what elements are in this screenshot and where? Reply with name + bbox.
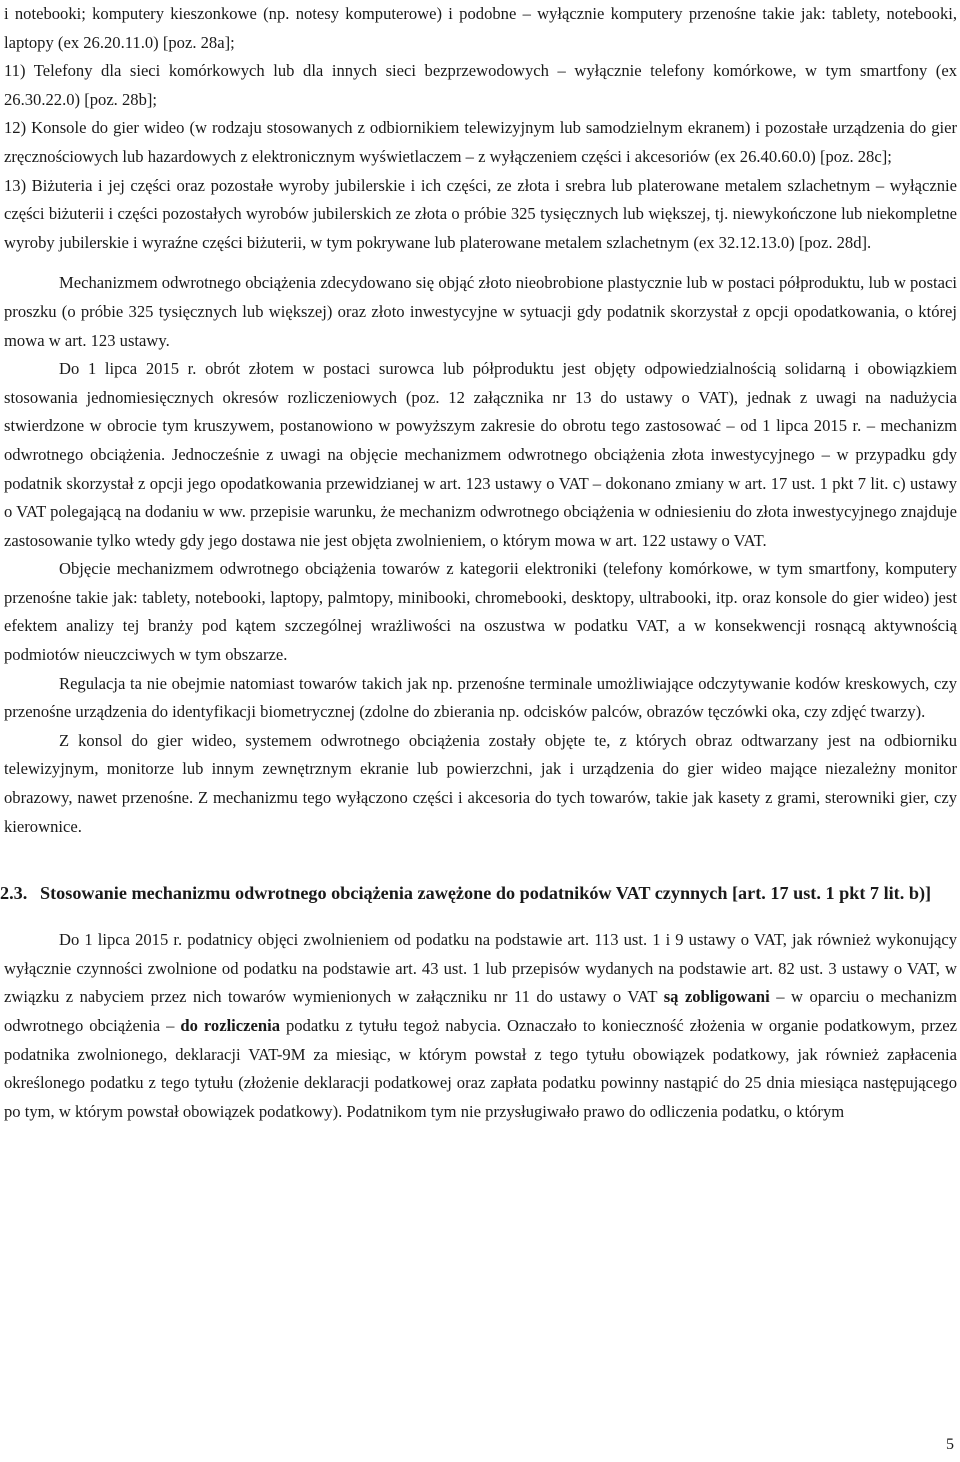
list-item: i notebooki; komputery kieszonkowe (np. notesy komputerowe) i podobne – wyłącznie komputery przenośne takie jak: tablety, notebooki, laptopy (ex 26.20.11.0) [poz. 28a];: [4, 4, 957, 52]
section-number: 2.3.: [0, 883, 28, 904]
paragraph: Mechanizmem odwrotnego obciążenia zdecydowano się objąć złoto nieobrobione plastycznie lub w postaci półproduktu, lub w postaci proszku (o próbie 325 tysięcznych lub większej) oraz złoto inwestycyjne w sytuacji gdy podatnik skorzystał z opcji opodatkowania, o której mowa w art. 123 ustawy.: [4, 273, 957, 350]
page-number: 5: [946, 1436, 954, 1453]
list-item: 13) Biżuteria i jej części oraz pozostałe wyroby jubilerskie i ich części, ze złota i srebra lub platerowane metalem szlachetnym – wyłącznie części biżuterii i części pozostałych wyrobów jubilerskich ze złota o próbie 325 tysięcznych lub większej, tj. niewykończone lub niekompletne wyroby jubilerskie i wyraźne części biżuterii, w tym pokrywane lub platerowane metalem szlachetnym (ex 32.12.13.0) [poz. 28d].: [4, 175, 957, 252]
paragraph: Objęcie mechanizmem odwrotnego obciążenia towarów z kategorii elektroniki (telefony komórkowe, w tym smartfony, komputery przenośne takie jak: tablety, notebooki, laptopy, palmtopy, minibooki, chromebooki, desktopy, ultrabooki, itp. oraz konsole do gier wideo) jest efektem analizy tej branży pod kątem szczególnej wrażliwości na oszustwa w podatku VAT, a w konsekwencji rosnącą aktywnością podmiotów nieuczciwych w tym obszarze.: [4, 559, 957, 665]
bold-phrase: są zobligowani: [663, 987, 770, 1007]
list-item: 12) Konsole do gier wideo (w rodzaju stosowanych z odbiornikiem telewizyjnym lub samodzielnym ekranem) i pozostałe urządzenia do gier zręcznościowych lub hazardowych z elektronicznym wyświetlaczem – z wyłączeniem części i akcesoriów (ex 26.40.60.0) [poz. 28c];: [4, 118, 957, 166]
paragraph-text: podatku z tytułu tegoż nabycia. Oznaczało to konieczność złożenia w organie podatkowym, przez podatnika zwolnionego, deklaracji VAT-9M za miesiąc, w którym powstał z tego tytułu obowiązek podatkowy, jak również zapłacenia określonego podatku z tego tytułu (złożenie deklaracji podatkowej oraz zapłata podatku powinny nastąpić do 25 dnia miesiąca następującego po tym, w którym powstał obowiązek podatkowy). Podatnikom tym nie przysługiwało prawo do odliczenia podatku, o którym: [4, 1016, 957, 1121]
paragraph: [4, 926, 957, 1126]
paragraph: Regulacja ta nie obejmie natomiast towarów takich jak np. przenośne terminale umożliwiające odczytywanie kodów kreskowych, czy przenośne urządzenia do identyfikacji biometrycznej (zdolne do zbierania np. odcisków palców, obrazów tęczówki oka, czy zdjęć twarzy).: [4, 673, 957, 722]
section-title: Stosowanie mechanizmu odwrotnego obciążenia zawężone do podatników VAT czynnych [art. 17 ust. 1 pkt 7 lit. b)]: [40, 883, 932, 904]
paragraph: Do 1 lipca 2015 r. obrót złotem w postaci surowca lub półproduktu jest objęty odpowiedzialnością solidarną i obowiązkiem stosowania jednomiesięcznych okresów rozliczeniowych (poz. 12 załącznika nr 13 do ustawy o VAT), jednak z uwagi na nadużycia stwierdzone w obrocie tym kruszywem, postanowiono w powyższym zakresie do obrotu tego zastosować – od 1 lipca 2015 r. – mechanizm odwrotnego obciążenia. Jednocześnie z uwagi na objęcie mechanizmem odwrotnego obciążenia złota inwestycyjnego – w przypadku gdy podatnik skorzystał z opcji jego opodatkowania przewidzianej w art. 123 ustawy o VAT – dokonano zmiany w art. 17 ust. 1 pkt 7 lit. c) ustawy o VAT polegającą na dodaniu w ww. przepisie warunku, że mechanizm odwrotnego obciążenia w odniesieniu do złota inwestycyjnego znajduje zastosowanie tylko wtedy gdy jego dostawa nie jest objęta zwolnieniem, o którym mowa w art. 122 ustawy o VAT.: [4, 359, 957, 550]
section-heading: [0, 881, 957, 906]
paragraph: Z konsol do gier wideo, systemem odwrotnego obciążenia zostały objęte te, z których obraz odtwarzany jest na odbiorniku telewizyjnym, monitorze lub innym zewnętrznym ekranie lub powierzchni, jak i urządzenia do gier wideo mające niezależny monitor obrazowy, nawet przenośne. Z mechanizmu tego wyłączono części i akcesoria do tych towarów, takie jak kasety z grami, sterowniki gier, czy kierownice.: [4, 730, 957, 836]
list-item: 11) Telefony dla sieci komórkowych lub dla innych sieci bezprzewodowych – wyłącznie telefony komórkowe, w tym smartfony (ex 26.30.22.0) [poz. 28b];: [4, 61, 957, 109]
paragraph-text: – w oparciu o mechanizm odwrotnego obciążenia –: [4, 987, 957, 1035]
paragraph-text: Do 1 lipca 2015 r. podatnicy objęci zwolnieniem od podatku na podstawie art. 113 ust. 1 i 9 ustawy o VAT, jak również wykonujący wyłącznie czynności zwolnione od podatku na podstawie art. 43 ust. 1 lub przepisów wydanych na podstawie art. 82 ust. 3 ustawy o VAT, w związku z nabyciem przez nich towarów wymienionych w załączniku nr 11 do ustawy o VAT: [4, 930, 957, 1007]
bold-phrase: do rozliczenia: [180, 1016, 281, 1035]
